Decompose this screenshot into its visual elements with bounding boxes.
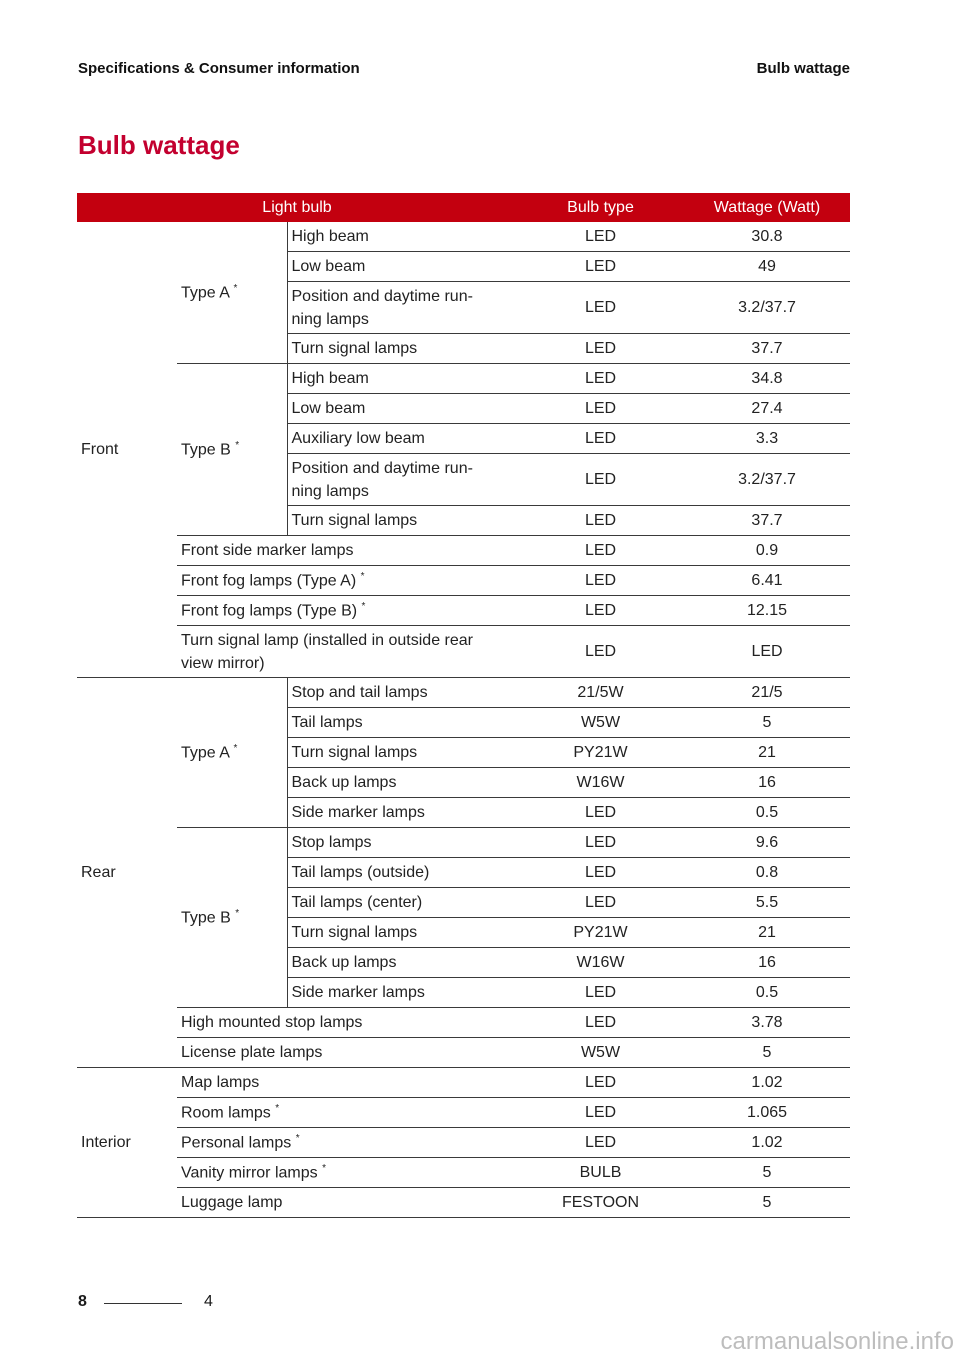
optional-mark: * [235, 439, 240, 451]
bulb-name: Map lamps [177, 1068, 517, 1098]
wattage: 21 [684, 918, 850, 948]
footer-divider [104, 1303, 182, 1304]
bulb-type: W5W [517, 708, 684, 738]
bulb-name: Front fog lamps (Type A) [181, 572, 357, 590]
running-header-section: Specifications & Consumer information [78, 60, 360, 77]
bulb-name: Position and daytime run- ning lamps [287, 282, 517, 334]
table-row [77, 1098, 850, 1128]
bulb-wattage-table [77, 193, 850, 1218]
bulb-type: FESTOON [517, 1188, 684, 1218]
bulb-type: LED [517, 394, 684, 424]
bulb-type: LED [517, 454, 684, 506]
bulb-name: Room lamps [181, 1104, 271, 1122]
wattage: 0.8 [684, 858, 850, 888]
wattage: 5 [684, 1188, 850, 1218]
bulb-name: Turn signal lamp (installed in outside rear view mirror) [177, 626, 517, 678]
bulb-name: Turn signal lamps [287, 918, 517, 948]
bulb-type: LED [517, 506, 684, 536]
optional-mark: * [233, 282, 238, 294]
bulb-type: LED [517, 536, 684, 566]
bulb-type: LED [517, 282, 684, 334]
wattage: 16 [684, 948, 850, 978]
bulb-name: Side marker lamps [287, 978, 517, 1008]
wattage: 30.8 [684, 222, 850, 252]
bulb-name: Stop lamps [287, 828, 517, 858]
wattage: 1.02 [684, 1068, 850, 1098]
optional-mark: * [361, 600, 366, 612]
bulb-type: PY21W [517, 918, 684, 948]
bulb-type: BULB [517, 1158, 684, 1188]
table-row [77, 1188, 850, 1218]
wattage: 27.4 [684, 394, 850, 424]
bulb-type: LED [517, 1098, 684, 1128]
table-row [77, 596, 850, 626]
optional-mark: * [233, 742, 238, 754]
bulb-type: LED [517, 1128, 684, 1158]
bulb-name: Turn signal lamps [287, 506, 517, 536]
bulb-name: Stop and tail lamps [287, 678, 517, 708]
wattage: 37.7 [684, 506, 850, 536]
table-row [77, 678, 850, 708]
group-rear: Rear [77, 678, 177, 1068]
bulb-type: LED [517, 978, 684, 1008]
wattage: 5 [684, 1038, 850, 1068]
bulb-name: Front side marker lamps [177, 536, 517, 566]
bulb-name: Front fog lamps (Type B) [181, 602, 358, 620]
page-number: 4 [204, 1293, 213, 1310]
bulb-type: LED [517, 364, 684, 394]
optional-mark: * [360, 570, 365, 582]
table-row [77, 536, 850, 566]
bulb-type: W16W [517, 768, 684, 798]
wattage: 6.41 [684, 566, 850, 596]
optional-mark: * [322, 1162, 326, 1174]
wattage: 5 [684, 708, 850, 738]
optional-mark: * [235, 907, 240, 919]
wattage: 21/5 [684, 678, 850, 708]
optional-mark: * [275, 1102, 280, 1114]
bulb-name: Luggage lamp [177, 1188, 517, 1218]
bulb-type: LED [517, 252, 684, 282]
bulb-name-cell [177, 596, 517, 626]
bulb-type: LED [517, 798, 684, 828]
bulb-name: Turn signal lamps [287, 738, 517, 768]
bulb-name: Back up lamps [287, 768, 517, 798]
bulb-name: Side marker lamps [287, 798, 517, 828]
bulb-name: Turn signal lamps [287, 334, 517, 364]
subgroup-front-type-a [177, 222, 287, 364]
bulb-type: LED [517, 858, 684, 888]
wattage: 34.8 [684, 364, 850, 394]
bulb-type: LED [517, 1068, 684, 1098]
running-header-topic: Bulb wattage [756, 60, 850, 77]
bulb-name: Position and daytime run- ning lamps [287, 454, 517, 506]
wattage: 5.5 [684, 888, 850, 918]
bulb-type: PY21W [517, 738, 684, 768]
subgroup-label: Type A [181, 744, 230, 762]
bulb-type: 21/5W [517, 678, 684, 708]
bulb-name: Tail lamps (outside) [287, 858, 517, 888]
table-row [77, 1038, 850, 1068]
wattage: 37.7 [684, 334, 850, 364]
bulb-type: LED [517, 1008, 684, 1038]
wattage: 1.065 [684, 1098, 850, 1128]
wattage: 0.5 [684, 798, 850, 828]
table-row [77, 1068, 850, 1098]
bulb-name: Tail lamps (center) [287, 888, 517, 918]
wattage: 1.02 [684, 1128, 850, 1158]
bulb-type: LED [517, 888, 684, 918]
bulb-name-cell [177, 1128, 517, 1158]
bulb-name: Vanity mirror lamps [181, 1164, 318, 1182]
group-interior: Interior [77, 1068, 177, 1218]
bulb-type: LED [517, 222, 684, 252]
table-row [77, 1008, 850, 1038]
wattage: 16 [684, 768, 850, 798]
bulb-name-cell [177, 566, 517, 596]
header-bulb-type: Bulb type [517, 193, 684, 222]
bulb-type: LED [517, 828, 684, 858]
table-row [77, 222, 850, 252]
group-front: Front [77, 222, 177, 678]
bulb-name: Back up lamps [287, 948, 517, 978]
page-title: Bulb wattage [78, 130, 240, 160]
watermark: carmanualsonline.info [720, 1328, 954, 1355]
wattage: 21 [684, 738, 850, 768]
bulb-name: License plate lamps [177, 1038, 517, 1068]
wattage: 12.15 [684, 596, 850, 626]
wattage: 5 [684, 1158, 850, 1188]
table-header-row [77, 193, 850, 222]
subgroup-rear-type-b [177, 828, 287, 1008]
bulb-name: Low beam [287, 252, 517, 282]
table-row [77, 566, 850, 596]
subgroup-label: Type B [181, 441, 231, 459]
wattage: 3.2/37.7 [684, 282, 850, 334]
wattage: 3.3 [684, 424, 850, 454]
optional-mark: * [295, 1132, 300, 1144]
bulb-name: Tail lamps [287, 708, 517, 738]
bulb-name: High beam [287, 222, 517, 252]
bulb-type: LED [517, 424, 684, 454]
bulb-name-cell [177, 1098, 517, 1128]
wattage: 0.5 [684, 978, 850, 1008]
bulb-type: LED [517, 596, 684, 626]
bulb-type: W16W [517, 948, 684, 978]
wattage: 49 [684, 252, 850, 282]
bulb-type: LED [517, 626, 684, 678]
bulb-name: High mounted stop lamps [177, 1008, 517, 1038]
table-row [77, 828, 850, 858]
table-row [77, 1158, 850, 1188]
subgroup-label: Type B [181, 909, 231, 927]
subgroup-label: Type A [181, 284, 230, 302]
wattage: 0.9 [684, 536, 850, 566]
wattage: 3.2/37.7 [684, 454, 850, 506]
bulb-name-cell [177, 1158, 517, 1188]
bulb-name: High beam [287, 364, 517, 394]
bulb-name: Personal lamps [181, 1134, 292, 1152]
table-row [77, 626, 850, 678]
bulb-type: LED [517, 334, 684, 364]
wattage: 9.6 [684, 828, 850, 858]
bulb-name: Low beam [287, 394, 517, 424]
table-row [77, 1128, 850, 1158]
bulb-name: Auxiliary low beam [287, 424, 517, 454]
subgroup-rear-type-a [177, 678, 287, 828]
subgroup-front-type-b [177, 364, 287, 536]
wattage: 3.78 [684, 1008, 850, 1038]
wattage: LED [684, 626, 850, 678]
section-number: 8 [78, 1293, 87, 1310]
header-wattage: Wattage (Watt) [684, 193, 850, 222]
table-row [77, 364, 850, 394]
bulb-type: W5W [517, 1038, 684, 1068]
header-light-bulb: Light bulb [77, 193, 517, 222]
bulb-type: LED [517, 566, 684, 596]
